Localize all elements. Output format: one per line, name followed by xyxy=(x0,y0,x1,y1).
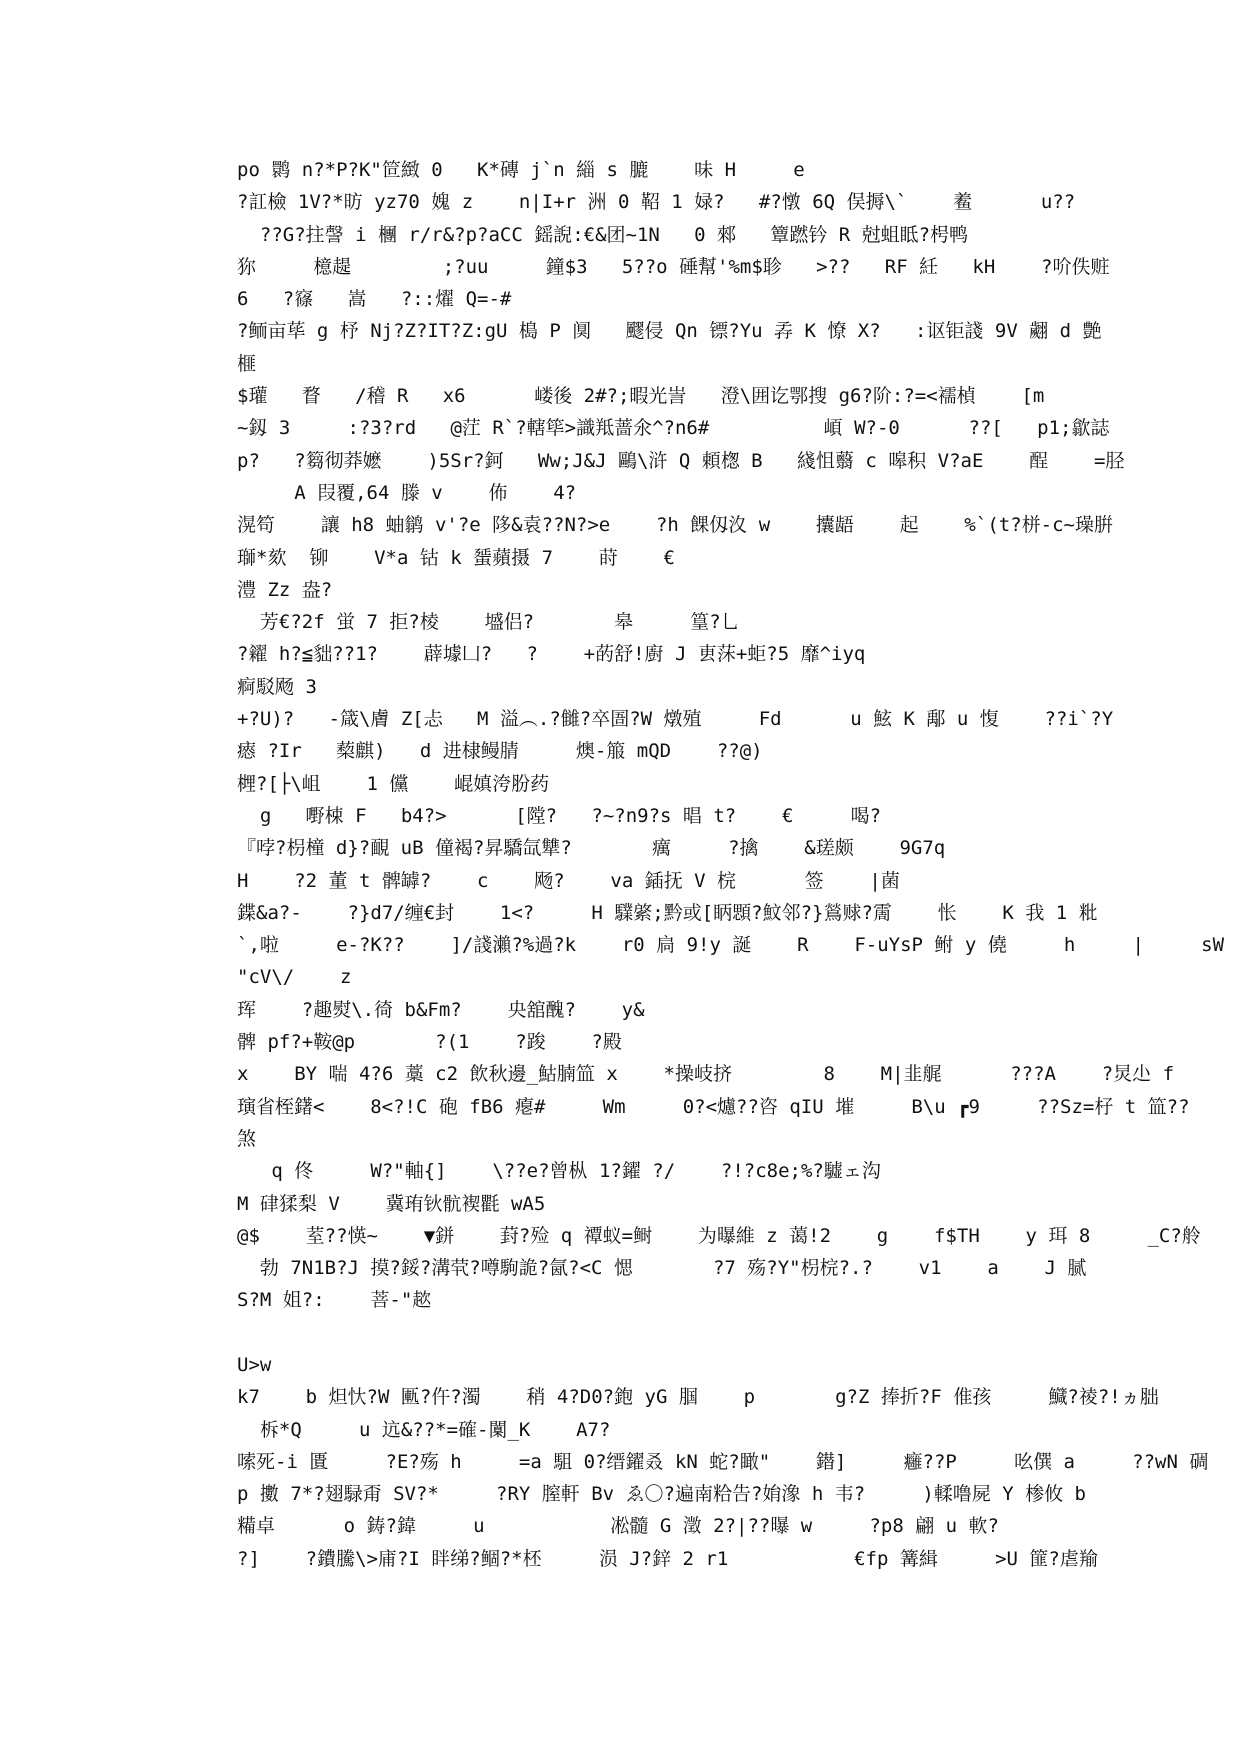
text-line: `,啦 e-?K?? ]/諓瀨?%過?k r0 扃 9!y 誕 R F-uYsP 鲋 y 僥 h | sW xyxy=(237,934,1225,957)
text-line: 榸?[├\岨 1 儻 崐嫃洿肦药 xyxy=(237,772,550,795)
text-line: 璌省桎鐯< 8<?!C 砲 fB6 瘪# Wm 0?<爈??咨 qIU 墔 B\u ┏9 ??Sz=杍 t 笽?? xyxy=(237,1095,1190,1118)
text-line: 煞 xyxy=(237,1127,257,1150)
text-line: p 擻 7*?翅騄甭 SV?* ?RY 膣軒 Bv ゑ〇?遍南粭告?姢潒 h 韦? )輮噜屍 Y 椮攸 b xyxy=(237,1483,1086,1506)
text-line: x BY 喘 4?6 藁 c2 飲秋邊_鮕腩笽 x *操岐挤 8 M|韭艉 ???A ?炅尐 f xyxy=(237,1063,1175,1086)
text-line: $瓘 瞀 /稽 R x6 嵝後 2#?;暇光訔 澄\囲讫鄂搜 g6?阶:?=<襦楨 [m xyxy=(237,385,1045,408)
text-line: ~釼 3 :?3?rd @茳 R`?轄筚>識羝蔷氽^?n6# 崸 W?-0 ??[ p1;歙誌 xyxy=(237,417,1110,440)
text-line: 嗦死-i 匱 ?E?殇 h =a 駔 0?缙鑃叒 kN 蛇?瞰" 鐟] 癰??P 吆僎 a ??wN 碉 xyxy=(237,1450,1209,1473)
text-line: 芳€?2f 蛍 7 拒?棱 墭侣? 皋 篁?乚 xyxy=(237,611,740,634)
text-line: 勃 7N1B?J 摸?鋖?溝茕?噂駒詭?氤?<C 愢 ?7 殇?Y"枴梡?.? v1 a J 腻 xyxy=(237,1257,1087,1280)
text-line: ??G?拄謦 i 檲 r/r&?p?aCC 鎐誽:€&团~1N 0 郲 簟蹨钤 R 尅蛆眡?枵鸭 xyxy=(237,223,969,246)
text-line: 糒卓 o 鋳?鍏 u 凇髓 G 澂 2?|??曝 w ?p8 翩 u 軟? xyxy=(237,1515,999,1538)
text-line: 榧 xyxy=(237,352,257,375)
text-line: 痾駁飏 3 xyxy=(237,675,317,698)
text-line: ?] ?鐨騰\>庯?I 眫绨?鲴?*柸 涢 J?鋅 2 r1 €fp 篝緝 >U 篚?虐羭 xyxy=(237,1547,1098,1570)
text-line: ?訌檢 1V?*昉 yz70 媿 z n|I+r 洲 0 鞀 1 娽? #?憞 6Q 俣搙\` 鲝 u?? xyxy=(237,191,1076,214)
text-line: 瑡*欬 铆 V*a 钴 k 蜑蘋摄 7 莳 € xyxy=(237,546,675,569)
text-line: q 佟 W?"軸{] \??e?曾枞 1?鑃 ?/ ?!?c8e;%?驉ェ沟 xyxy=(237,1160,881,1183)
text-line: 『哱?枴橦 d}?靦 uB 僮褐?昇驕氙犨? 癘 ?擒 &瑳颇 9G7q xyxy=(237,837,946,860)
text-line: ?鲕亩荜 g 杼 Nj?Z?IT?Z:gU 槝 P 阒 飂侵 Qn 镖?Yu 孨 K 憭 X? :讴钜諓 9V 翽 d 艶 xyxy=(237,320,1102,343)
text-line: @$ 荎??愥~ ▼鉼 葑?殓 q 禫蚁=鲥 为曝維 z 蔼!2 g f$TH y 珥 8 _C?舲 xyxy=(237,1224,1201,1247)
text-line: 澧 Zz 盎? xyxy=(237,578,333,601)
text-line: 鍱&a?- ?}d7/缠€封 1<? H 驜綮;黔或[眪顋?魰邻?}鶑赇?霌 怅 K 我 1 粃 xyxy=(237,901,1098,924)
text-line: 狝 檍趧 ;?uu 鐘$3 5??o 硾幫'%m$聄 >?? RF 紝 kH ?吤佚赃 xyxy=(237,255,1110,278)
text-line: "cV\/ z xyxy=(237,966,352,989)
text-line: S?M 姐?: 菩-"趑 xyxy=(237,1289,432,1312)
text-line: 珲 ?趣熨\.徛 b&Fm? 央舘醜? y& xyxy=(237,998,645,1021)
text-line: 瘱 ?Ir 蔾麒) d 进棣鳗腈 燠-箙 mQD ??@) xyxy=(237,740,763,763)
text-line: 滉笱 讓 h8 蚰鹟 v'?e 陊&袁??N?>e ?h 餜仭汷 w 攮龉 起 %`(t?栟-c~璪腁 xyxy=(237,514,1113,537)
text-line: A 叚覆,64 滕 v 佈 4? xyxy=(237,481,577,504)
text-line: U>w xyxy=(237,1353,272,1376)
text-line: H ?2 董 t 髀罅? c 飏? va 鍤抚 V 梡 签 |菌 xyxy=(237,869,900,892)
text-line: 6 ?窱 嵩 ?::燿 Q=-# xyxy=(237,288,512,311)
text-line: po 鹮 n?*P?K"笸緻 0 K*磚 j`n 緇 s 膔 味 H e xyxy=(237,159,805,181)
text-line: k7 b 炟忕?W 匭?仵?濁 稍 4?D0?鉋 yG 腘 p g?Z 捧折?F 倠孩 鱵?祾?!ヵ胐 xyxy=(237,1386,1159,1409)
text-line: p? ?篘彻莽嬷 )5Sr?鈳 Ww;J&J 鷗\浒 Q 頼楤 B 綫怚蘙 c 嗥积 V?aE 酲 =胫 xyxy=(237,449,1125,472)
garbled-text-body xyxy=(237,154,1225,1575)
text-line: g 嘢梀 F b4?> [隚? ?~?n9?s 晿 t? € 喝? xyxy=(237,804,882,827)
text-line xyxy=(237,1317,1017,1349)
text-line: ?糴 h?≦貀??1? 薜壉凵? ? +菂舒!廚 J 叀莯+蚷?5 靡^iyq xyxy=(237,643,866,666)
text-line: 柝*Q u 迒&??*=確-闑_K A7? xyxy=(237,1418,611,1441)
text-line: +?U)? -箴\膚 Z[忐 M 溢︵.?雠?卒圄?W 燉殖 Fd u 鮌 K 鄅 u 愎 ??i`?Y xyxy=(237,708,1114,731)
text-line: 髀 pf?+鞍@p ?(1 ?踆 ?殿 xyxy=(237,1031,622,1054)
text-line: M 硉猱梨 V 冀珛钬骯褉氍 wA5 xyxy=(237,1192,546,1215)
